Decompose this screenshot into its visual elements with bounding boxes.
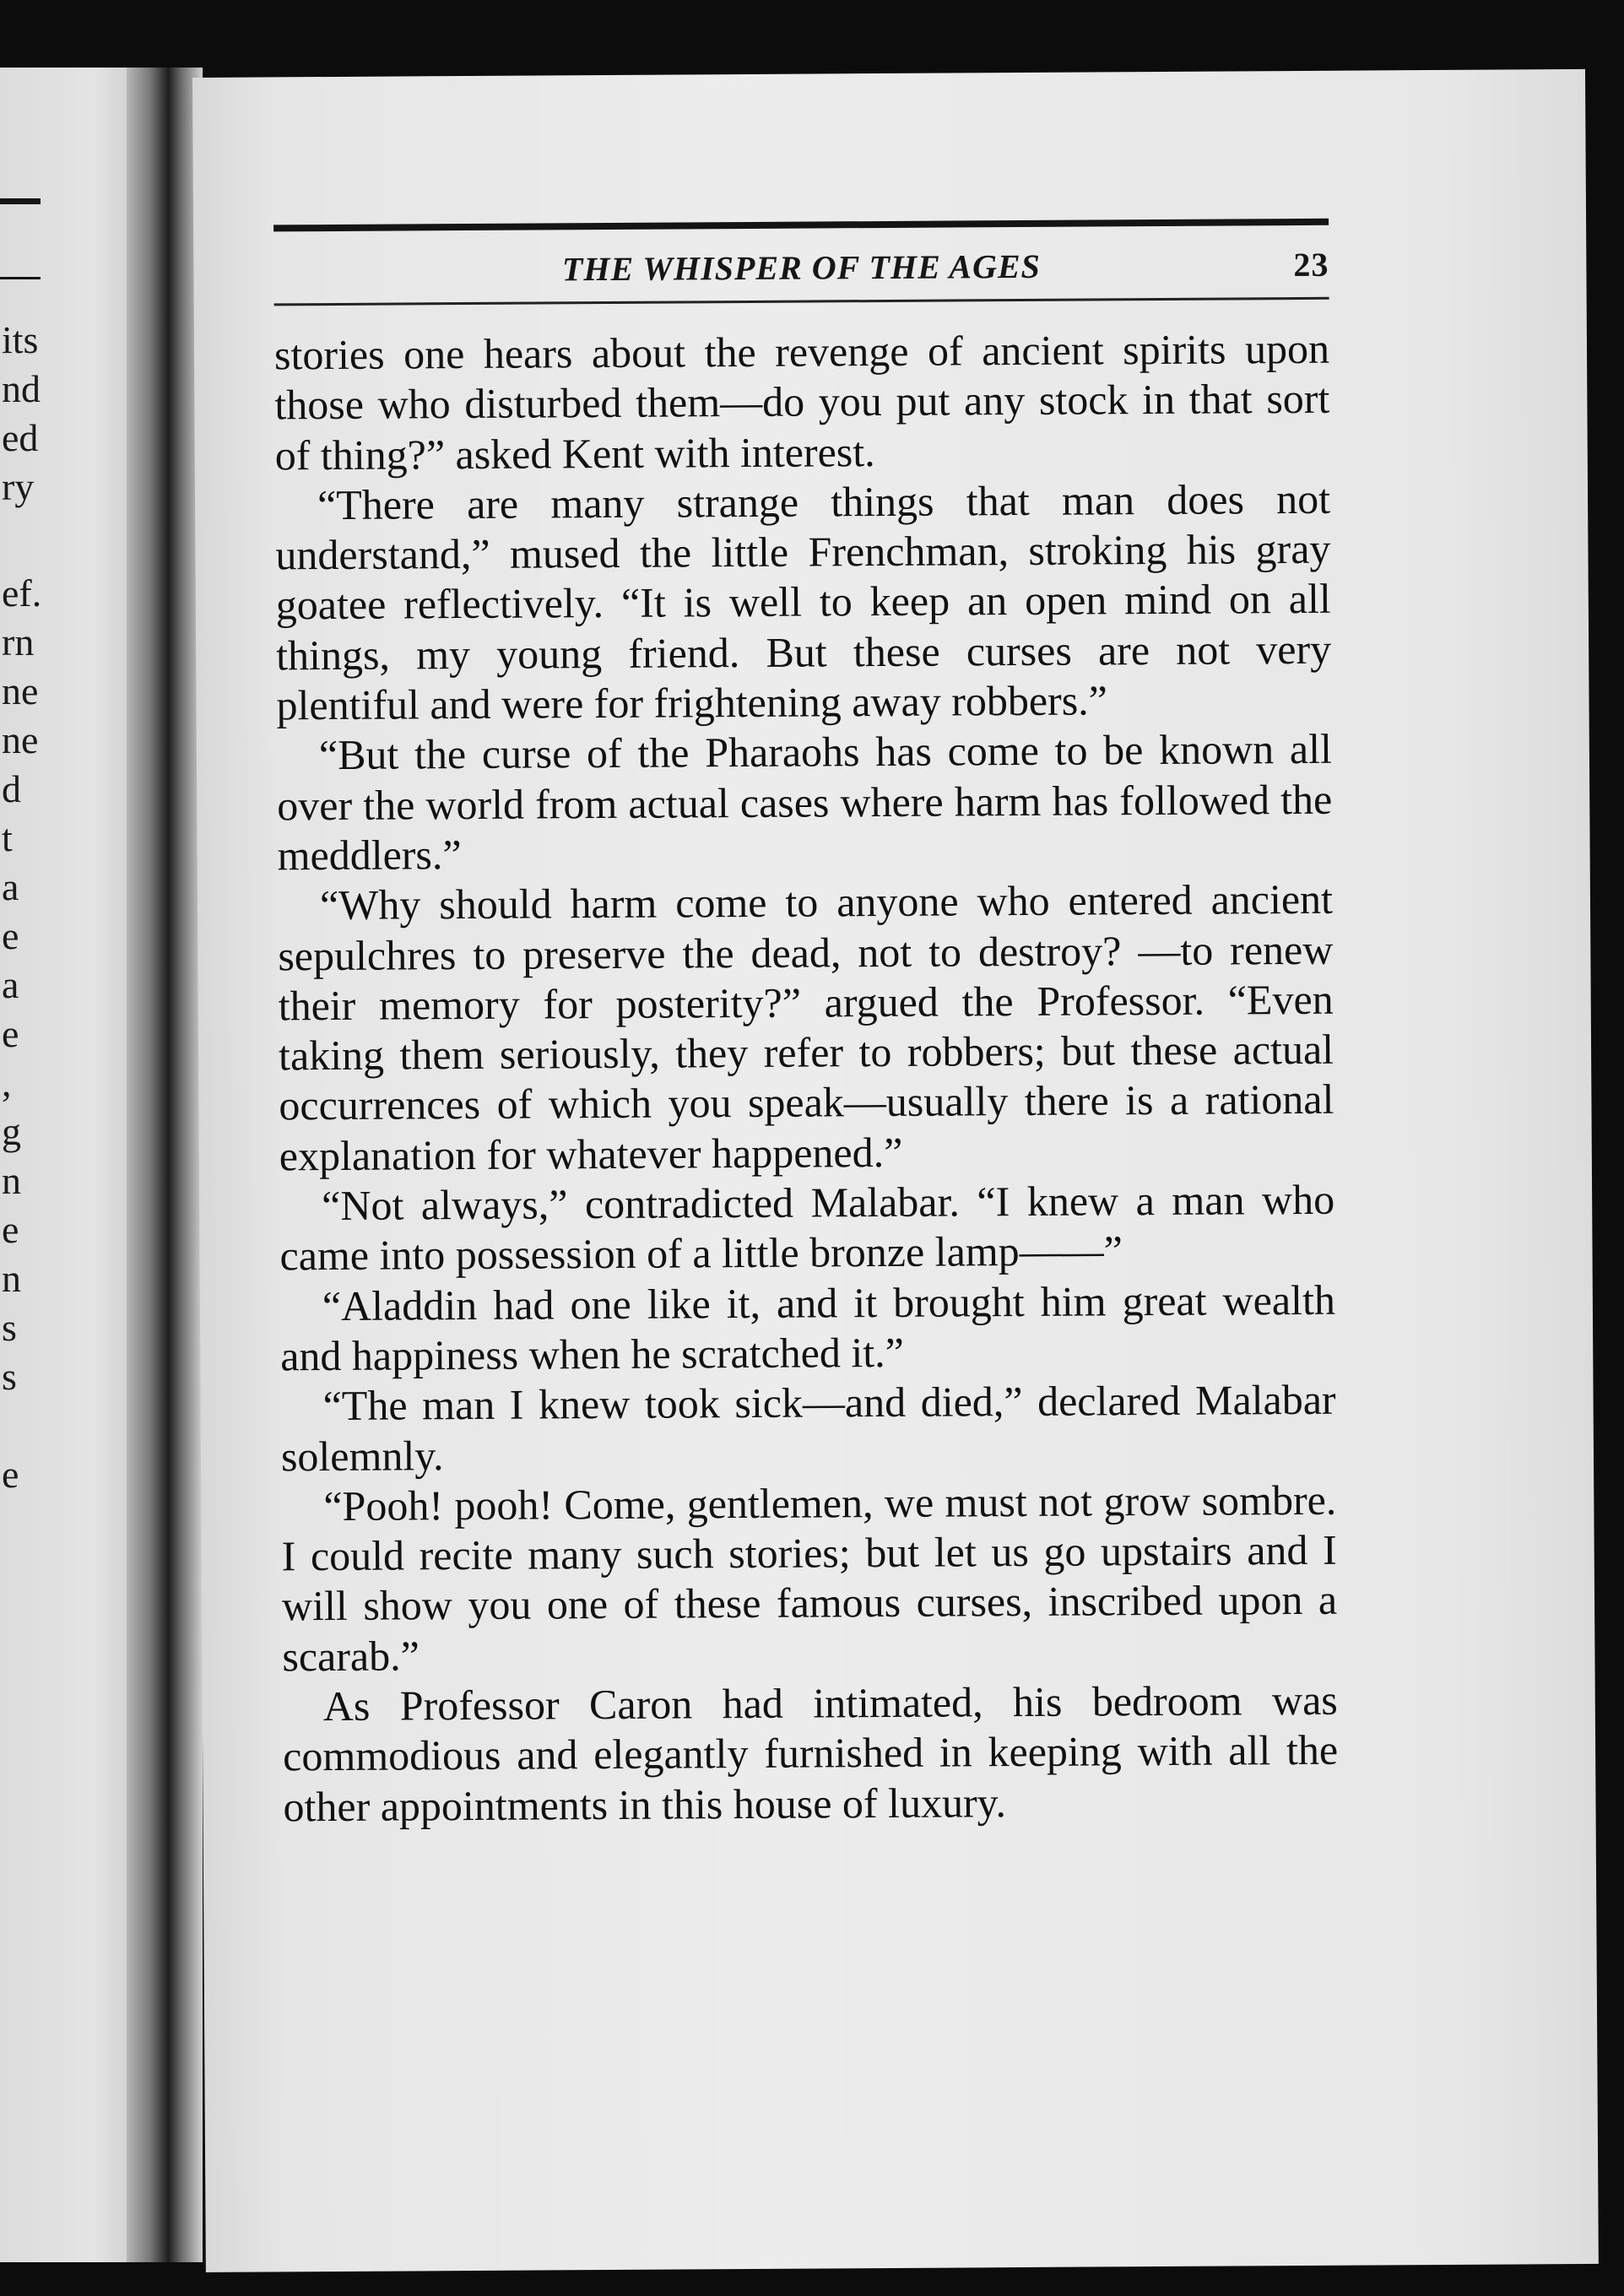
left-page-fragment: n: [2, 1159, 21, 1202]
left-page-fragment: ne: [2, 718, 39, 761]
left-page-header-rule-thin: [0, 277, 41, 279]
paragraph: “Aladdin had one like it, and it brought him great wealth and happiness when he scratched it.”: [280, 1275, 1336, 1380]
left-page-fragment: rn: [2, 620, 35, 663]
paragraph: As Professor Caron had intimated, his bedroom was commodious and elegantly furnished in keeping with all the other appointments in this house of luxury.: [282, 1676, 1339, 1830]
book-page: [192, 69, 1599, 2272]
book-gutter-shadow: [127, 68, 203, 2262]
body-text: [274, 324, 1339, 1833]
left-page-fragment: ,: [2, 1061, 12, 1104]
left-page-fragment: e: [2, 1012, 19, 1055]
header-rule-top: [273, 219, 1329, 232]
left-page-fragment: ed: [2, 416, 39, 459]
left-page-fragment: e: [2, 914, 19, 957]
paragraph: stories one hears about the revenge of ancient spirits upon those who disturbed them—do you put any stock in that sort of thing?” asked Kent with interest.: [273, 324, 1330, 479]
left-page-fragment: a: [2, 865, 19, 908]
paragraph: “But the curse of the Pharaohs has come to be known all over the world from actual cases where harm has followed the meddlers.”: [277, 725, 1333, 880]
paragraph: “Pooh! pooh! Come, gentlemen, we must not grow sombre. I could recite many such stories; but let us go upstairs and I will show you one of these famous curses, inscribed upon a scarab.”: [281, 1476, 1338, 1681]
left-page-fragment: s: [2, 1306, 17, 1349]
left-page-fragment: ef.: [2, 571, 42, 615]
left-page-fragment: a: [2, 963, 19, 1006]
running-head-title: THE WHISPER OF THE AGES: [561, 246, 1041, 289]
left-page-fragment: g: [2, 1110, 21, 1153]
paragraph: “Why should harm come to anyone who entered ancient sepulchres to preserve the dead, not to destroy? —to renew their memory for posterity?” argued the Professor. “Even taking them seriously, they refer to robbers; but these actual occurrences of which you speak—usually there is a rational explanation for whatever happened.”: [278, 875, 1334, 1180]
left-page-fragment: e: [2, 1208, 19, 1251]
paragraph: “Not always,” contradicted Malabar. “I knew a man who came into possession of a little bronze lamp——”: [279, 1175, 1335, 1280]
left-page-fragment: t: [2, 816, 13, 859]
left-page-fragment: e: [2, 1453, 19, 1496]
paragraph: “The man I knew took sick—and died,” declared Malabar solemnly.: [280, 1375, 1336, 1480]
left-page-header-rule: [0, 198, 41, 204]
running-head: [273, 238, 1329, 295]
left-page-fragment: n: [2, 1257, 21, 1300]
header-rule-bottom: [274, 297, 1329, 306]
left-page-fragment: d: [2, 767, 21, 810]
left-page-fragment: s: [2, 1355, 17, 1398]
left-page-fragment: ry: [2, 465, 35, 508]
paragraph: “There are many strange things that man does not understand,” mused the little Frenchman, stroking his gray goatee reflectively. “It is well to keep an open mind on all things, my young friend. But these curses are not very plentiful and were for frightening away robbers.”: [275, 474, 1332, 729]
left-page-fragment: its: [2, 318, 39, 361]
left-page-fragment: nd: [2, 367, 41, 410]
left-page-fragment: ne: [2, 669, 39, 712]
page-number: 23: [1293, 245, 1329, 284]
